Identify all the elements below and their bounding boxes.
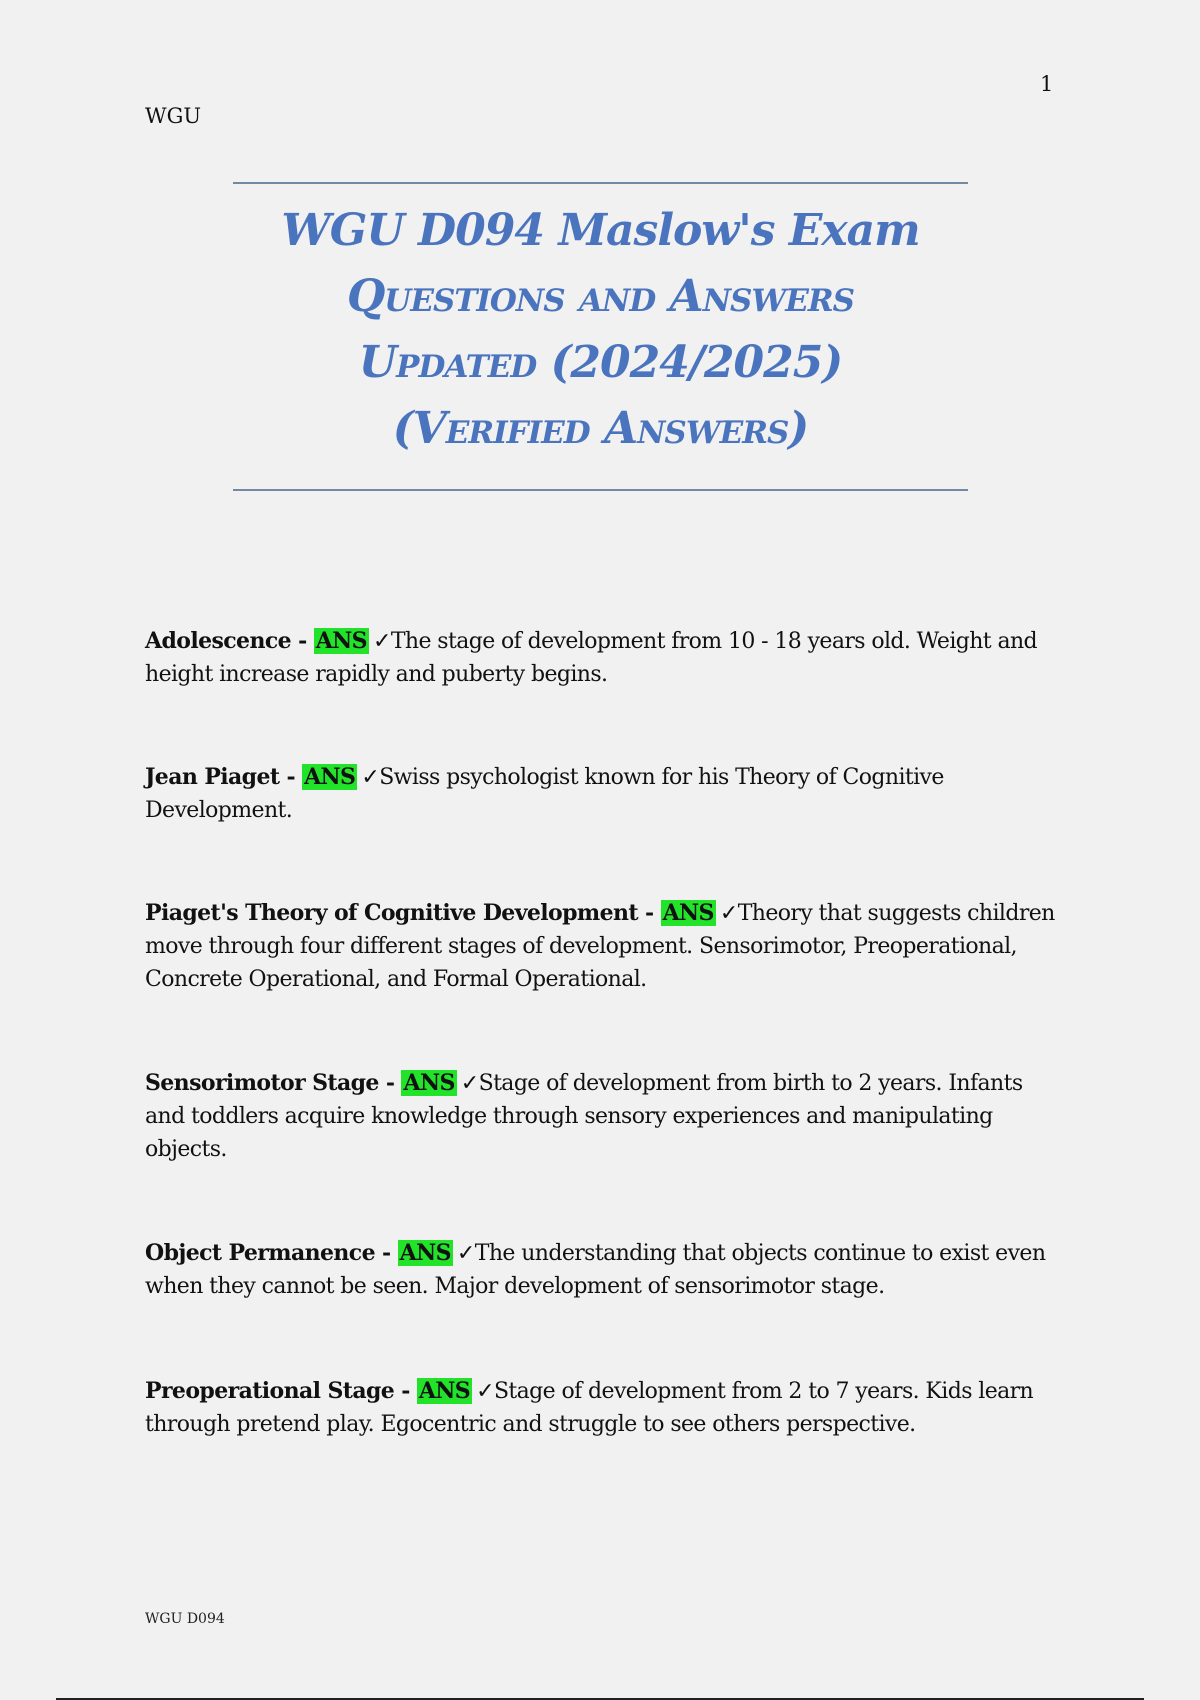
entry-adolescence [145,625,1060,691]
entry-term: Piaget's Theory of Cognitive Development - [145,900,661,926]
entry-term: Sensorimotor Stage - [145,1070,402,1096]
title-line-3: Updated (2024/2025) [358,337,843,388]
title-line-1: WGU D094 Maslow's Exam [281,205,920,256]
check-icon: ✓ [460,1071,479,1096]
page-number: 1 [1040,72,1054,96]
entry-object-permanence [145,1237,1060,1303]
ans-badge: ANS [315,628,367,654]
title-rule-bottom [233,489,968,491]
check-icon: ✓ [456,1241,475,1266]
title-line-2: Questions and Answers [346,271,855,322]
entry-definition: Theory that suggests children move through four different stages of development. Sensorimotor, Preoperational, Concrete Operational, and Formal Operational. [145,901,1055,992]
ans-badge: ANS [662,900,714,926]
footer-label: WGU D094 [145,1611,225,1627]
entry-term: Adolescence - [145,628,314,654]
header-label: WGU [145,104,202,128]
entry-preoperational-stage [145,1375,1060,1441]
entry-term: Jean Piaget - [145,764,303,790]
check-icon: ✓ [476,1379,494,1404]
ans-badge: ANS [403,1070,455,1096]
title-rule-top [233,182,968,184]
entry-jean-piaget [145,761,1060,827]
title-line-4: (Verified Answers) [392,403,809,454]
entry-term: Preoperational Stage - [145,1378,417,1404]
ans-badge: ANS [418,1378,471,1404]
entry-definition: The understanding that objects continue to exist even when they cannot be seen. Major development of sensorimotor stage. [145,1241,1046,1299]
entry-sensorimotor-stage [145,1067,1060,1166]
check-icon: ✓ [372,629,391,654]
check-icon: ✓ [719,901,738,926]
document-title [233,198,968,462]
ans-badge: ANS [399,1240,451,1266]
entry-definition: Stage of development from 2 to 7 years. Kids learn through pretend play. Egocentric and struggle to see others perspective. [145,1379,1034,1437]
entry-term: Object Permanence - [145,1240,398,1266]
check-icon: ✓ [361,765,380,790]
ans-badge: ANS [304,764,356,790]
entry-definition: Stage of development from birth to 2 years. Infants and toddlers acquire knowledge through sensory experiences and manipulating objects. [145,1071,1023,1162]
entry-piaget-theory [145,897,1060,996]
entry-definition: Swiss psychologist known for his Theory of Cognitive Development. [145,765,944,823]
entry-definition: The stage of development from 10 - 18 years old. Weight and height increase rapidly and puberty begins. [145,629,1038,687]
